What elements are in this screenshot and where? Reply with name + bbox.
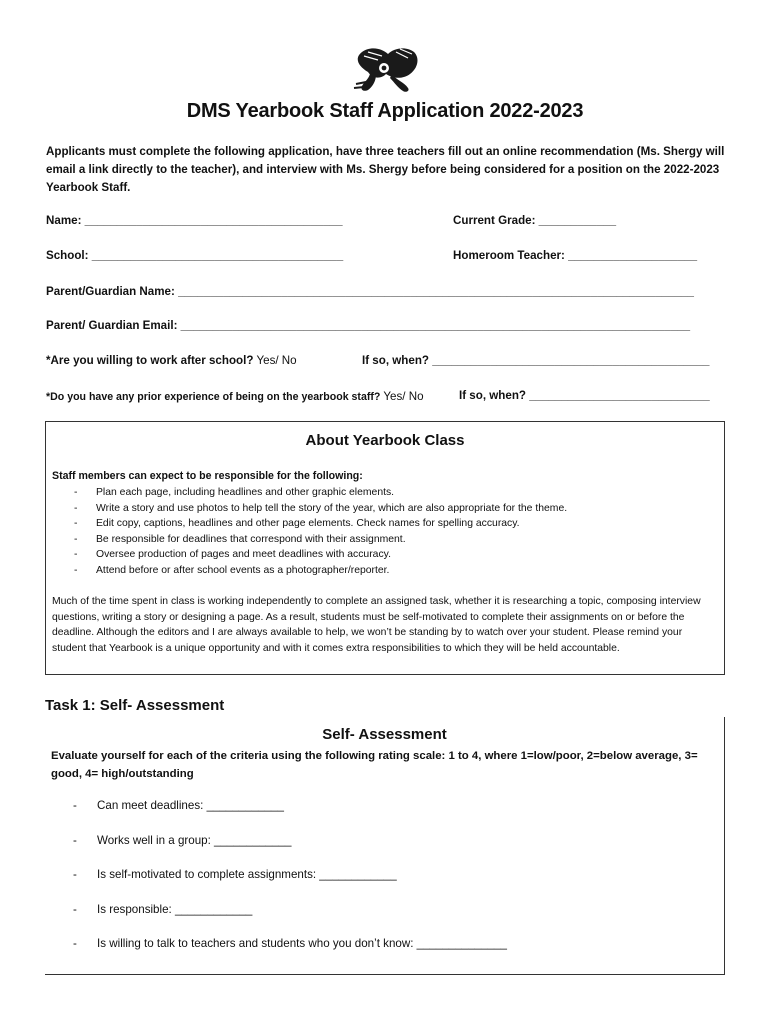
self-assessment-list: [51, 799, 507, 972]
experience-options[interactable]: Yes/ No: [380, 390, 424, 403]
self-assessment-title: Self- Assessment: [322, 726, 447, 743]
about-title: About Yearbook Class: [305, 432, 465, 449]
rating-item-text: Is willing to talk to teachers and students who you don’t know: ______________: [97, 937, 507, 950]
self-assessment-intro: Evaluate yourself for each of the criteria using the following rating scale: 1 to 4, where 1=low/poor, 2=below average, 3= good, 4= high/outstanding: [51, 750, 698, 780]
rating-item-group[interactable]: [51, 834, 507, 869]
list-dash: -: [73, 937, 77, 950]
parent-guardian-name-field[interactable]: Parent/Guardian Name: ________________________________________________________________________________: [46, 285, 694, 298]
list-item: [52, 563, 567, 579]
list-item: [52, 532, 567, 548]
rating-item-responsible[interactable]: [51, 903, 507, 938]
list-dash: -: [74, 533, 78, 545]
rating-item-text: Is responsible: ____________: [97, 902, 253, 916]
list-item-text: Edit copy, captions, headlines and other page elements. Check names for spelling accuracy.: [96, 518, 520, 530]
rating-item-talk[interactable]: [51, 937, 507, 972]
list-dash: -: [73, 833, 77, 847]
list-dash: -: [73, 868, 77, 881]
list-item-text: Attend before or after school events as a photographer/reporter.: [96, 564, 390, 576]
after-school-options[interactable]: Yes/ No: [253, 354, 297, 367]
list-item-text: Oversee production of pages and meet deadlines with accuracy.: [96, 549, 391, 561]
list-dash: -: [73, 902, 77, 916]
list-dash: -: [74, 487, 78, 498]
page-title: DMS Yearbook Staff Application 2022-2023: [186, 100, 584, 122]
about-paragraph: Much of the time spent in class is working independently to complete an assigned task, whether it is researching a topic, composing interview questions, writing a story or designing a page. As a result, students must be self-motivated to complete their assignments on or before the deadline. Although the editors and I are always available to help, we won’t be standing by to watch over your student. Please remind your student that Yearbook is a unique opportunity and with it comes extra responsibilities to which they will be held accountable.: [52, 596, 701, 654]
list-dash: -: [74, 549, 78, 561]
experience-question[interactable]: [46, 390, 424, 403]
list-item: [52, 547, 567, 563]
after-school-question-text: *Are you willing to work after school?: [46, 354, 254, 367]
after-school-question[interactable]: [46, 354, 297, 367]
after-school-when-field[interactable]: If so, when? ___________________________________________: [362, 354, 710, 367]
rating-item-text: Works well in a group: ____________: [97, 833, 292, 847]
hornet-mascot-logo: [348, 44, 422, 94]
task1-heading: Task 1: Self- Assessment: [45, 697, 225, 714]
responsibilities-list: [52, 485, 567, 579]
parent-guardian-email-field[interactable]: Parent/ Guardian Email: _______________________________________________________________________________: [46, 319, 691, 332]
list-item: [52, 516, 567, 532]
rating-item-deadlines[interactable]: [51, 799, 507, 834]
intro-text: Applicants must complete the following application, have three teachers fill out an online recommendation (Ms. Shergy will email a link directly to the teacher), and interview with Ms. Shergy before being considered for a position on the 2022-2023 Yearbook Staff.: [46, 145, 725, 194]
list-item-text: Write a story and use photos to help tell the story of the year, which are also appropriate for the theme.: [96, 502, 568, 514]
list-item-text: Plan each page, including headlines and other graphic elements.: [96, 487, 395, 498]
list-item: [52, 485, 567, 501]
responsibilities-lead: Staff members can expect to be responsible for the following:: [52, 470, 363, 482]
experience-question-text: *Do you have any prior experience of being on the yearbook staff?: [46, 391, 381, 403]
list-item-text: Be responsible for deadlines that correspond with their assignment.: [96, 533, 406, 545]
list-dash: -: [74, 502, 78, 514]
list-item: [52, 501, 567, 517]
name-field[interactable]: Name: ________________________________________: [46, 214, 343, 227]
experience-when-field[interactable]: If so, when? ____________________________: [459, 389, 710, 402]
list-dash: -: [74, 518, 78, 530]
rating-item-self-motivated[interactable]: [51, 868, 507, 903]
list-dash: -: [73, 799, 77, 812]
homeroom-teacher-field[interactable]: Homeroom Teacher: ____________________: [453, 249, 698, 262]
school-field[interactable]: School: _______________________________________: [46, 249, 344, 262]
rating-item-text: Can meet deadlines: ____________: [97, 799, 284, 812]
self-assessment-box: [45, 717, 725, 975]
about-yearbook-box: [45, 421, 725, 675]
list-dash: -: [74, 564, 78, 576]
rating-item-text: Is self-motivated to complete assignments: ____________: [97, 868, 397, 881]
current-grade-field[interactable]: Current Grade: ____________: [453, 214, 617, 227]
